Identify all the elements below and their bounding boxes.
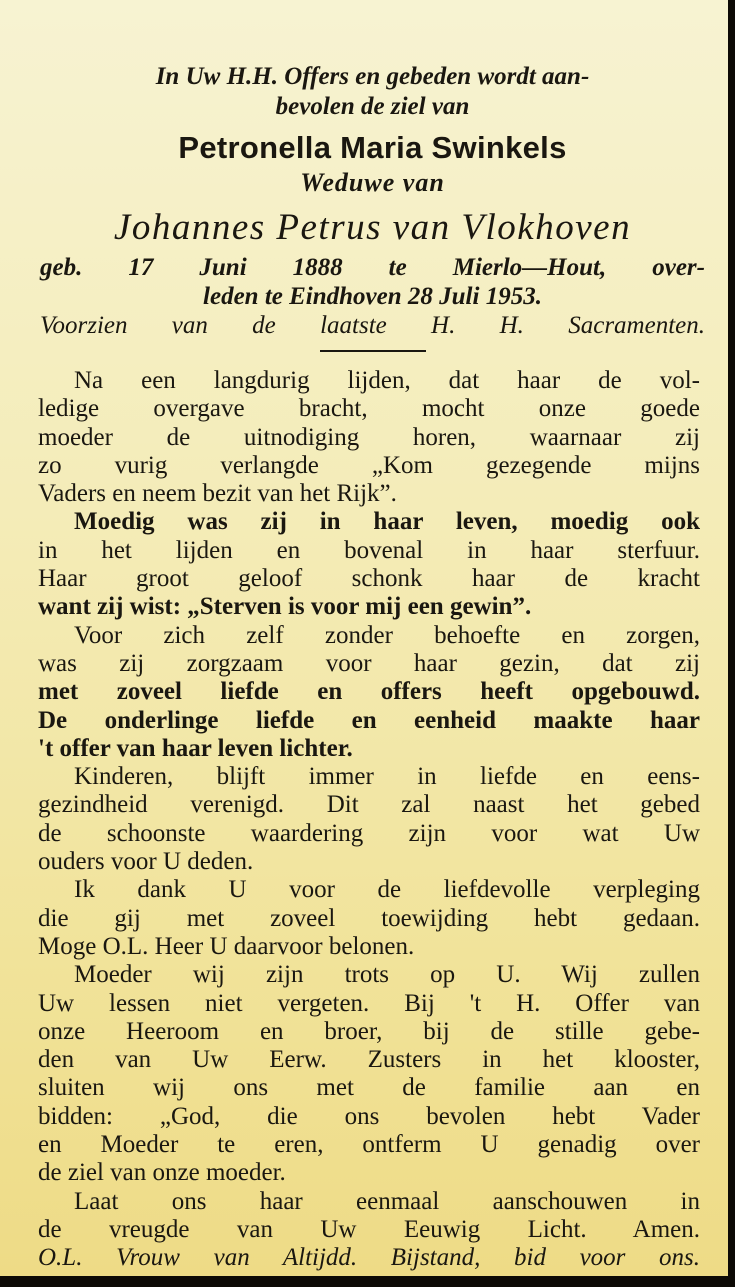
body-line: Moeder wij zijn trots op U. Wij zullen	[74, 961, 700, 989]
birth-death-dates	[40, 253, 705, 311]
dates-line-2: leden te Eindhoven 28 Juli 1953.	[203, 283, 542, 310]
body-line: 't offer van haar leven lichter.	[38, 734, 353, 762]
body-line: bidden: „God, die ons bevolen hebt Vader	[38, 1102, 700, 1130]
widow-label: Weduwe van	[300, 168, 445, 197]
deceased-name: Petronella Maria Swinkels	[178, 130, 567, 165]
body-line: De onderlinge liefde en eenheid maakte haar	[38, 706, 700, 734]
body-line: in het lijden en bovenal in haar sterfuur.	[38, 536, 700, 564]
body-line: Haar groot geloof schonk haar de kracht	[38, 565, 700, 593]
body-line: Kinderen, blijft immer in liefde en eens-	[74, 763, 700, 791]
body-line: sluiten wij ons met de familie aan en	[38, 1074, 700, 1102]
body-line: was zij zorgzaam voor haar gezin, dat zij	[38, 649, 700, 677]
card-edge-bottom	[0, 1276, 735, 1287]
dates-line-1: geb. 17 Juni 1888 te Mierlo—Hout, over-	[40, 254, 705, 281]
body-line: gezindheid verenigd. Dit zal naast het gebed	[38, 791, 700, 819]
body-line: ledige overgave bracht, mocht onze goede	[38, 395, 700, 423]
body-line: Voor zich zelf zonder behoefte en zorgen,	[74, 621, 700, 649]
intro-line-2: bevolen de ziel van	[275, 93, 470, 120]
body-line: Ik dank U voor de liefdevolle verpleging	[74, 876, 700, 904]
divider-rule	[320, 350, 426, 352]
body-line: Uw lessen niet vergeten. Bij 't H. Offer van	[38, 989, 700, 1017]
body-line: O.L. Vrouw van Altijdd. Bijstand, bid voor ons.	[38, 1244, 700, 1272]
body-line: Moedig was zij in haar leven, moedig ook	[74, 508, 700, 536]
body-line: want zij wist: „Sterven is voor mij een gewin”.	[38, 593, 532, 621]
body-line: de schoonste waardering zijn voor wat Uw	[38, 819, 700, 847]
body-line: met zoveel liefde en offers heeft opgebouwd.	[38, 678, 700, 706]
body-line: Vaders en neem bezit van het Rijk”.	[38, 480, 397, 508]
body-line: den van Uw Eerw. Zusters in het klooster,	[38, 1046, 700, 1074]
body-line: moeder de uitnodiging horen, waarnaar zij	[38, 423, 700, 451]
card-header	[40, 62, 705, 352]
body-line: de vreugde van Uw Eeuwig Licht. Amen.	[38, 1215, 700, 1243]
body-line: Laat ons haar eenmaal aanschouwen in	[74, 1187, 700, 1215]
body-line: zo vurig verlangde „Kom gezegende mijns	[38, 451, 700, 479]
body-line: die gij met zoveel toewijding hebt gedaan.	[38, 904, 700, 932]
intro-text	[40, 62, 705, 122]
husband-name: Johannes Petrus van Vlokhoven	[113, 207, 632, 248]
body-line: Moge O.L. Heer U daarvoor belonen.	[38, 932, 415, 960]
body-line: onze Heeroom en broer, bij de stille gebe-	[38, 1017, 700, 1045]
card-edge-right	[728, 0, 735, 1287]
intro-line-1: In Uw H.H. Offers en gebeden wordt aan-	[155, 63, 590, 90]
body-line: en Moeder te eren, ontferm U genadig over	[38, 1131, 700, 1159]
body-line: ouders voor U deden.	[38, 848, 254, 876]
body-line: de ziel van onze moeder.	[38, 1159, 286, 1187]
body-line: Na een langdurig lijden, dat haar de vol-	[74, 367, 700, 394]
body-text	[38, 367, 700, 1273]
sacraments-line: Voorzien van de laatste H. H. Sacramenten.	[40, 312, 705, 339]
